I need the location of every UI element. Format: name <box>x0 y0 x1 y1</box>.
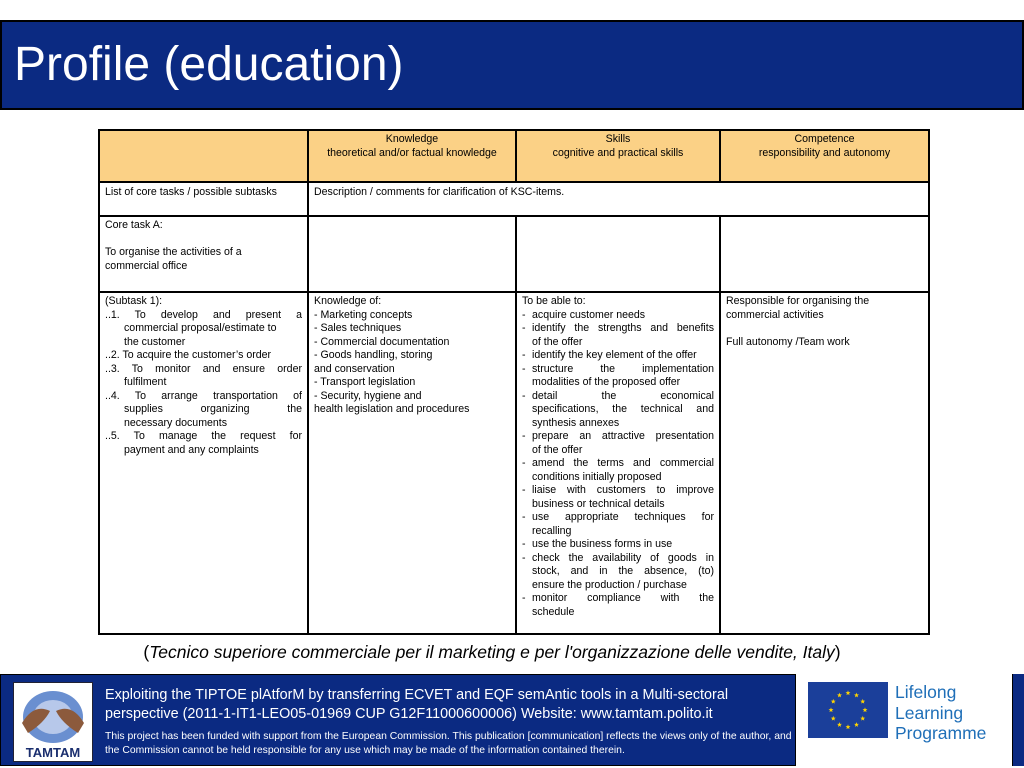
skill-item: - prepare an attractive presentation of the offer <box>522 430 714 456</box>
footer-right-strip <box>1012 674 1024 766</box>
skill-item: - liaise with customers to improve business or technical details <box>522 484 714 510</box>
core-task-skills-cell <box>516 216 720 292</box>
skill-item: - identify the key element of the offer <box>522 349 697 361</box>
llp-line1: Lifelong <box>895 682 957 702</box>
knowledge-cell: Knowledge of: - Marketing concepts - Sales techniques - Commercial documentation - Goods handling, storing and conservation - Transport legislation - Security, hygiene and health legislation and procedures <box>308 292 516 634</box>
tamtam-logo <box>13 682 93 762</box>
table-row <box>99 292 929 634</box>
table-row <box>99 216 929 292</box>
title-bar <box>0 20 1024 110</box>
skill-item: - detail the economical specifications, the technical and synthesis annexes <box>522 389 714 429</box>
subtasks-cell: (Subtask 1): ..1. To develop and present a commercial proposal/estimate to the customer ..2. To acquire the customer’s order ..3. To monitor and ensure order fulfilment ..4. To arrange transportation of supplies organizing the necessary documents ..5. To manage the request for payment and any complaints <box>99 292 308 634</box>
header-knowledge: Knowledge theoretical and/or factual knowledge <box>308 130 516 182</box>
project-description: Exploiting the TIPTOE plAtforM by transferring ECVET and EQF semAntic tools in a Multi-sectoral perspective (2011-1-IT1-LEO05-01969 CUP G12F11000600006) Website: www.tamtam.polito.it <box>105 687 729 722</box>
slide-title: Profile (education) <box>14 38 404 91</box>
skill-item: - identify the strengths and benefits of the offer <box>522 322 714 348</box>
caption: (Tecnico superiore commerciale per il marketing e per l'organizzazione delle vendite, Italy) <box>143 642 841 662</box>
skill-item: - check the availability of goods in stock, and in the absence, (to) ensure the production / purchase <box>522 551 714 591</box>
llp-line3: Programme <box>895 723 987 743</box>
skill-item: - monitor compliance with the schedule <box>522 592 714 618</box>
core-task-knowledge-cell <box>308 216 516 292</box>
tamtam-logo-text: TAMTAM <box>25 745 81 760</box>
table-header-row <box>99 130 929 182</box>
skill-item: - structure the implementation modalities of the proposed offer <box>522 362 714 388</box>
caption-text: Tecnico superiore commerciale per il marketing e per l'organizzazione delle vendite, Italy <box>149 642 835 662</box>
eu-flag-icon <box>808 682 888 738</box>
footer-banner <box>0 674 796 766</box>
core-tasks-list-label: List of core tasks / possible subtasks <box>99 182 308 216</box>
ksc-description-cell: Description / comments for clarification of KSC-items. <box>308 182 929 216</box>
competence-cell: Responsible for organising the commercial activities Full autonomy /Team work <box>720 292 929 634</box>
llp-logo <box>808 682 1004 752</box>
header-competence: Competence responsibility and autonomy <box>720 130 929 182</box>
table-row <box>99 182 929 216</box>
skill-item: - use appropriate techniques for recalling <box>522 511 714 537</box>
ksc-table <box>98 129 930 635</box>
skill-item: - acquire customer needs <box>522 308 646 321</box>
llp-line2: Learning <box>895 702 964 723</box>
core-task-competence-cell <box>720 216 929 292</box>
skills-cell: To be able to: - acquire customer needs - identify the strengths and benefits of the offer - identify the key element of the offer - structure the implementation modalities of the proposed offer - detail the economical specifications, the technical and synthesis annexes - prepare an attractive presentation of the offer - amend the terms and commercial conditions initially proposed - liaise with customers to improve business or technical details - use appropriate techniques for recalling - use the business forms in use - check the availability of goods in stock, and in the absence, (to) ensure the production / purchase - monitor compliance with the schedule <box>516 292 720 634</box>
skill-item: - use the business forms in use <box>522 538 673 550</box>
skill-item: - amend the terms and commercial conditions initially proposed <box>522 457 714 483</box>
skills-list <box>522 309 714 620</box>
header-skills: Skills cognitive and practical skills <box>516 130 720 182</box>
funding-disclaimer: This project has been funded with support from the European Commission. This publication [communication] reflects the views only of the author, and the Commission cannot be held responsible for any use which may be made of the information contained therein. <box>105 731 792 756</box>
header-empty-cell <box>99 130 308 182</box>
footer <box>0 672 1024 768</box>
core-task-cell: Core task A: To organise the activities of a commercial office <box>99 216 308 292</box>
